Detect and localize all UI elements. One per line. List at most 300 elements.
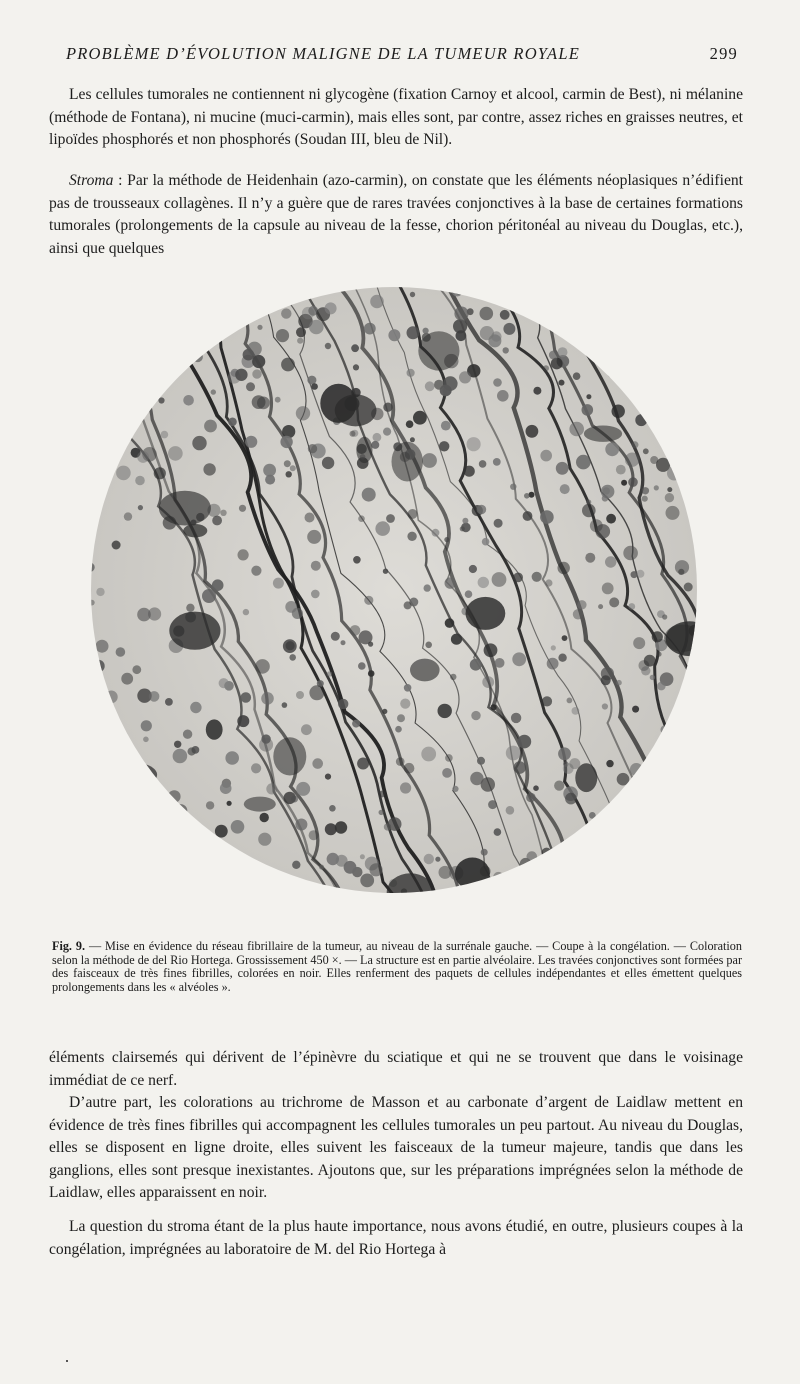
cell-nucleus xyxy=(270,875,284,889)
cell-nucleus xyxy=(631,335,637,341)
cell-nucleus xyxy=(625,453,639,467)
cell-nucleus xyxy=(149,691,160,702)
cell-nucleus xyxy=(382,709,387,714)
cell-nucleus xyxy=(198,848,208,858)
cell-nucleus xyxy=(245,292,253,300)
cell-nucleus xyxy=(573,609,583,619)
cell-nucleus xyxy=(497,390,509,402)
cell-nucleus xyxy=(444,537,449,542)
page-speck xyxy=(66,1360,68,1362)
cell-nucleus xyxy=(211,389,216,394)
cell-nucleus xyxy=(132,665,141,674)
cell-nucleus xyxy=(90,689,98,701)
cell-nucleus xyxy=(154,467,166,479)
cell-nucleus xyxy=(147,878,154,885)
cell-nucleus xyxy=(551,358,563,370)
cell-nucleus xyxy=(451,634,462,645)
paragraph-colorations: D’autre part, les colorations au trichrome de Masson et au carbonate d’argent de Laidlaw mettent en évidence de très fines fibrilles qui accompagnent les cellules tumorales un peu partout. Au niveau du Douglas, elles se disposent en ligne droite, elles suivent les faisceaux de la tumeur majeure, tandis que dans les ganglions, elles sont presque inexistantes. Ajoutons que, sur les préparations imprégnées selon la méthode de Laidlaw, elles apparaissent en noir. xyxy=(49,1094,743,1202)
cell-nucleus xyxy=(598,604,603,609)
cell-nucleus xyxy=(582,339,593,350)
cell-nucleus xyxy=(523,511,533,521)
cell-nucleus xyxy=(245,436,257,448)
cell-nucleus xyxy=(322,457,334,469)
cell-nucleus xyxy=(513,761,526,774)
cell-nucleus xyxy=(257,325,262,330)
cell-nucleus xyxy=(589,819,601,831)
cell-nucleus xyxy=(327,853,339,865)
cell-nucleus xyxy=(141,720,152,731)
cell-nucleus xyxy=(688,728,698,741)
cell-nucleus xyxy=(371,441,379,449)
cell-nucleus xyxy=(661,353,671,363)
cell-nucleus xyxy=(657,652,662,657)
cell-nucleus xyxy=(452,286,463,297)
cell-nucleus xyxy=(533,785,539,791)
cell-nucleus xyxy=(404,601,412,609)
cell-nucleus xyxy=(296,782,310,796)
cell-nucleus xyxy=(636,781,646,791)
cell-nucleus xyxy=(607,367,618,378)
cell-nucleus xyxy=(135,476,145,486)
cell-nucleus xyxy=(341,640,346,645)
cell-nucleus xyxy=(445,618,455,628)
cell-nucleus xyxy=(410,437,415,442)
cell-nucleus xyxy=(495,658,505,668)
cell-nucleus xyxy=(650,288,663,301)
cell-nucleus xyxy=(631,788,640,797)
cell-nucleus xyxy=(110,884,116,890)
cell-nucleus xyxy=(462,518,468,524)
cell-nucleus xyxy=(439,441,449,451)
dense-cell-cluster xyxy=(335,394,377,426)
cell-nucleus xyxy=(128,348,139,359)
cell-nucleus xyxy=(327,671,332,676)
cell-nucleus xyxy=(669,841,675,847)
cell-nucleus xyxy=(432,529,440,537)
cell-nucleus xyxy=(96,640,109,653)
cell-nucleus xyxy=(99,449,107,457)
cell-nucleus xyxy=(438,704,452,718)
cell-nucleus xyxy=(623,546,638,561)
cell-nucleus xyxy=(319,865,324,870)
cell-nucleus xyxy=(425,381,435,391)
cell-nucleus xyxy=(136,349,150,363)
cell-nucleus xyxy=(182,858,193,869)
cell-nucleus xyxy=(291,796,298,803)
cell-nucleus xyxy=(682,328,694,340)
cell-nucleus xyxy=(325,823,337,835)
running-header xyxy=(66,44,738,72)
cell-nucleus xyxy=(202,867,214,879)
cell-nucleus xyxy=(90,416,97,426)
cell-nucleus xyxy=(424,584,431,591)
cell-nucleus xyxy=(586,394,591,399)
cell-nucleus xyxy=(281,358,295,372)
cell-nucleus xyxy=(491,704,497,710)
cell-nucleus xyxy=(257,397,270,410)
cell-nucleus xyxy=(115,758,121,764)
cell-nucleus xyxy=(666,506,680,520)
cell-nucleus xyxy=(111,814,116,819)
cell-nucleus xyxy=(558,562,570,574)
cell-nucleus xyxy=(90,724,102,737)
cell-nucleus xyxy=(632,706,639,713)
cell-nucleus xyxy=(682,286,695,296)
dense-cell-cluster xyxy=(183,524,207,537)
cell-nucleus xyxy=(407,369,415,377)
cell-nucleus xyxy=(527,851,538,862)
cell-nucleus xyxy=(676,733,685,742)
cell-nucleus xyxy=(665,493,674,502)
cell-nucleus xyxy=(353,364,359,370)
cell-nucleus xyxy=(258,868,272,882)
cell-nucleus xyxy=(654,485,659,490)
cell-nucleus xyxy=(364,323,376,335)
cell-nucleus xyxy=(90,662,102,677)
cell-nucleus xyxy=(379,810,384,815)
cell-nucleus xyxy=(531,286,542,294)
cell-nucleus xyxy=(461,523,471,533)
cell-nucleus xyxy=(585,553,595,563)
cell-nucleus xyxy=(468,286,478,293)
cell-nucleus xyxy=(308,444,317,453)
cell-nucleus xyxy=(351,344,359,352)
cell-nucleus xyxy=(215,825,228,838)
cell-nucleus xyxy=(661,725,670,734)
cell-nucleus xyxy=(160,821,169,830)
cell-nucleus xyxy=(121,805,129,813)
cell-nucleus xyxy=(628,603,635,610)
cell-nucleus xyxy=(452,786,458,792)
cell-nucleus xyxy=(331,632,340,641)
cell-nucleus xyxy=(471,711,480,720)
cell-nucleus xyxy=(238,549,249,560)
cell-nucleus xyxy=(646,392,654,400)
cell-nucleus xyxy=(478,577,489,588)
cell-nucleus xyxy=(165,698,173,706)
cell-nucleus xyxy=(565,793,577,805)
cell-nucleus xyxy=(580,883,588,891)
cell-nucleus xyxy=(266,783,277,794)
cell-nucleus xyxy=(551,645,556,650)
cell-nucleus xyxy=(265,475,275,485)
cell-nucleus xyxy=(296,406,310,420)
cell-nucleus xyxy=(281,308,291,318)
cell-nucleus xyxy=(667,857,679,869)
cell-nucleus xyxy=(661,329,668,336)
cell-nucleus xyxy=(123,287,135,299)
cell-nucleus xyxy=(682,789,692,799)
cell-nucleus xyxy=(616,680,622,686)
cell-nucleus xyxy=(585,837,594,846)
cell-nucleus xyxy=(289,654,296,661)
cell-nucleus xyxy=(643,448,649,454)
cell-nucleus xyxy=(494,519,503,528)
cell-nucleus xyxy=(573,372,581,380)
cell-nucleus xyxy=(168,349,177,358)
cell-nucleus xyxy=(441,421,451,431)
cell-nucleus xyxy=(116,466,131,481)
cell-nucleus xyxy=(506,746,521,761)
cell-nucleus xyxy=(275,397,281,403)
cell-nucleus xyxy=(506,806,515,815)
cell-nucleus xyxy=(220,510,226,516)
cell-nucleus xyxy=(612,839,624,851)
cell-nucleus xyxy=(360,874,374,888)
cell-nucleus xyxy=(494,828,502,836)
cell-nucleus xyxy=(204,420,217,433)
cell-nucleus xyxy=(543,365,549,371)
cell-nucleus xyxy=(606,760,613,767)
cell-nucleus xyxy=(353,556,361,564)
cell-nucleus xyxy=(121,673,133,685)
cell-nucleus xyxy=(311,383,318,390)
cell-nucleus xyxy=(174,741,181,748)
cell-nucleus xyxy=(243,297,255,309)
cell-nucleus xyxy=(503,323,515,335)
figure-caption xyxy=(52,940,742,994)
cell-nucleus xyxy=(307,530,321,544)
cell-nucleus xyxy=(379,791,386,798)
dense-cell-cluster xyxy=(584,426,622,442)
cell-nucleus xyxy=(605,312,611,318)
cell-nucleus xyxy=(425,642,432,649)
cell-nucleus xyxy=(90,778,105,793)
cell-nucleus xyxy=(193,297,198,302)
cell-nucleus xyxy=(107,739,118,750)
dense-cell-cluster xyxy=(273,737,306,775)
cell-nucleus xyxy=(440,385,452,397)
cell-nucleus xyxy=(158,397,164,403)
cell-nucleus xyxy=(255,659,270,674)
cell-nucleus xyxy=(692,404,698,411)
cell-nucleus xyxy=(545,579,552,586)
cell-nucleus xyxy=(454,307,468,321)
cell-nucleus xyxy=(276,329,289,342)
cell-nucleus xyxy=(577,600,586,609)
cell-nucleus xyxy=(388,817,402,831)
cell-nucleus xyxy=(251,763,261,773)
paragraph-cellules: Les cellules tumorales ne contiennent ni glycogène (fixation Carnoy et alcool, carmin de Best), ni mélanine (méthode de Fontana), ni mucine (muci-carmin), mais elles sont, par contre, assez riches en graisses neutres, et lipoïdes phosphorés et non phosphorés (Soudan III, bleu de Nil). xyxy=(49,86,743,149)
cell-nucleus xyxy=(469,565,477,573)
cell-nucleus xyxy=(647,417,654,424)
cell-nucleus xyxy=(628,477,638,487)
cell-nucleus xyxy=(652,631,663,642)
cell-nucleus xyxy=(325,302,337,314)
cell-nucleus xyxy=(383,569,388,574)
cell-nucleus xyxy=(542,696,552,706)
cell-nucleus xyxy=(480,307,494,321)
cell-nucleus xyxy=(258,833,271,846)
dense-cell-cluster xyxy=(105,762,157,788)
cell-nucleus xyxy=(404,684,412,692)
cell-nucleus xyxy=(540,450,552,462)
cell-nucleus xyxy=(493,872,504,883)
cell-nucleus xyxy=(633,637,645,649)
cell-nucleus xyxy=(423,328,429,334)
cell-nucleus xyxy=(481,849,488,856)
cell-nucleus xyxy=(442,768,452,778)
cell-nucleus xyxy=(212,516,222,526)
cell-nucleus xyxy=(615,831,630,846)
cell-nucleus xyxy=(642,487,649,494)
cell-nucleus xyxy=(651,759,665,773)
cell-nucleus xyxy=(400,699,410,709)
cell-nucleus xyxy=(168,790,181,803)
cell-nucleus xyxy=(558,747,571,760)
cell-nucleus xyxy=(273,578,284,589)
stroma-label: Stroma xyxy=(69,172,114,189)
cell-nucleus xyxy=(669,367,680,378)
cell-nucleus xyxy=(362,488,376,502)
cell-nucleus xyxy=(369,863,382,876)
cell-nucleus xyxy=(241,692,252,703)
cell-nucleus xyxy=(590,327,600,337)
dense-cell-cluster xyxy=(392,442,423,482)
cell-nucleus xyxy=(576,455,591,470)
figure-caption-text: — Mise en évidence du réseau fibrillaire de la tumeur, au niveau de la surrénale gauche. — Coupe à la congélation. — Coloration selon la méthode de del Rio Hortega. Grossissement 450 ×. — La structure est en partie alvéolaire. Les travées conjonctives sont formées par des faisceaux de très fines fibrilles, colorées en noir. Elles renferment des paquets de cellules indépendantes et elles émettent quelques prolongements dans les « alvéoles ». xyxy=(52,939,742,994)
cell-nucleus xyxy=(292,861,300,869)
cell-nucleus xyxy=(513,573,523,583)
cell-nucleus xyxy=(673,766,679,772)
dense-cell-cluster xyxy=(244,797,276,812)
cell-nucleus xyxy=(493,378,502,387)
cell-nucleus xyxy=(477,757,485,765)
cell-nucleus xyxy=(642,496,648,502)
cell-nucleus xyxy=(358,662,366,670)
cell-nucleus xyxy=(368,670,375,677)
cell-nucleus xyxy=(141,799,150,808)
cell-nucleus xyxy=(148,607,161,620)
cell-nucleus xyxy=(145,801,158,814)
cell-nucleus xyxy=(183,730,192,739)
cell-nucleus xyxy=(137,451,149,463)
cell-nucleus xyxy=(260,813,269,822)
cell-nucleus xyxy=(467,437,481,451)
cell-nucleus xyxy=(526,793,536,803)
cell-nucleus xyxy=(607,299,621,313)
cell-nucleus xyxy=(667,487,672,492)
cell-nucleus xyxy=(285,601,297,613)
dense-cell-cluster xyxy=(206,719,223,739)
cell-nucleus xyxy=(395,726,402,733)
dense-cell-cluster xyxy=(356,437,372,463)
cell-nucleus xyxy=(138,505,143,510)
cell-nucleus xyxy=(305,513,315,523)
cell-nucleus xyxy=(684,583,693,592)
cell-nucleus xyxy=(173,749,188,764)
cell-nucleus xyxy=(406,420,414,428)
cell-nucleus xyxy=(311,590,320,599)
cell-nucleus xyxy=(558,654,566,662)
cell-nucleus xyxy=(251,566,261,576)
cell-nucleus xyxy=(239,505,246,512)
cell-nucleus xyxy=(542,848,552,858)
cell-nucleus xyxy=(677,733,689,745)
cell-nucleus xyxy=(194,334,203,343)
cell-nucleus xyxy=(562,635,568,641)
cell-nucleus xyxy=(675,560,689,574)
cell-nucleus xyxy=(352,720,360,728)
cell-nucleus xyxy=(124,332,135,343)
cell-nucleus xyxy=(116,647,126,657)
cell-nucleus xyxy=(350,625,361,636)
cell-nucleus xyxy=(589,812,596,819)
cell-nucleus xyxy=(124,512,132,520)
cell-nucleus xyxy=(325,343,331,349)
dense-cell-cluster xyxy=(169,612,220,650)
cell-nucleus xyxy=(219,678,229,688)
cell-nucleus xyxy=(309,320,324,335)
cell-nucleus xyxy=(582,404,594,416)
cell-nucleus xyxy=(413,411,427,425)
dense-cell-cluster xyxy=(159,491,211,526)
cell-nucleus xyxy=(508,880,518,890)
cell-nucleus xyxy=(465,590,473,598)
running-title: PROBLÈME D’ÉVOLUTION MALIGNE DE LA TUMEUR ROYALE xyxy=(66,44,580,63)
cell-nucleus xyxy=(464,466,475,477)
paragraph-question-stroma: La question du stroma étant de la plus haute importance, nous avons étudié, en outre, plusieurs coupes à la congélation, imprégnées au laboratoire de M. del Rio Hortega à xyxy=(49,1218,743,1258)
cell-nucleus xyxy=(94,352,108,366)
cell-nucleus xyxy=(650,326,663,339)
cell-nucleus xyxy=(252,369,261,378)
cell-nucleus xyxy=(202,589,216,603)
cell-nucleus xyxy=(622,360,636,374)
cell-nucleus xyxy=(606,308,621,323)
cell-nucleus xyxy=(675,864,686,875)
dense-cell-cluster xyxy=(466,597,506,630)
cell-nucleus xyxy=(388,329,400,341)
cell-nucleus xyxy=(540,510,554,524)
cell-nucleus xyxy=(246,382,255,391)
cell-nucleus xyxy=(638,841,648,851)
cell-nucleus xyxy=(642,336,652,346)
cell-nucleus xyxy=(677,754,690,767)
cell-nucleus xyxy=(243,609,249,615)
cell-nucleus xyxy=(190,702,201,713)
cell-nucleus xyxy=(673,862,684,873)
cell-nucleus xyxy=(470,772,483,785)
cell-nucleus xyxy=(311,561,321,571)
cell-nucleus xyxy=(644,792,652,800)
cell-nucleus xyxy=(546,855,556,865)
cell-nucleus xyxy=(559,380,565,386)
cell-nucleus xyxy=(657,682,666,691)
cell-nucleus xyxy=(212,579,224,591)
cell-nucleus xyxy=(241,868,252,879)
cell-nucleus xyxy=(119,302,132,315)
cell-nucleus xyxy=(569,422,584,437)
cell-nucleus xyxy=(657,758,663,764)
micrograph-figure xyxy=(90,286,698,894)
cell-nucleus xyxy=(282,702,288,708)
cell-nucleus xyxy=(533,387,541,395)
paragraph-elements: éléments clairsemés qui dérivent de l’épinèvre du sciatique et qui ne se trouvent que dans le voisinage immédiat de ce nerf. xyxy=(49,1049,743,1089)
cell-nucleus xyxy=(312,758,323,769)
cell-nucleus xyxy=(309,830,319,840)
cell-nucleus xyxy=(445,754,453,762)
cell-nucleus xyxy=(344,861,357,874)
cell-nucleus xyxy=(605,556,616,567)
cell-nucleus xyxy=(94,388,104,398)
cell-nucleus xyxy=(665,767,679,781)
cell-nucleus xyxy=(280,436,292,448)
cell-nucleus xyxy=(152,874,160,882)
cell-nucleus xyxy=(609,597,619,607)
cell-nucleus xyxy=(617,773,630,786)
cell-nucleus xyxy=(592,335,606,349)
cell-nucleus xyxy=(92,660,105,673)
